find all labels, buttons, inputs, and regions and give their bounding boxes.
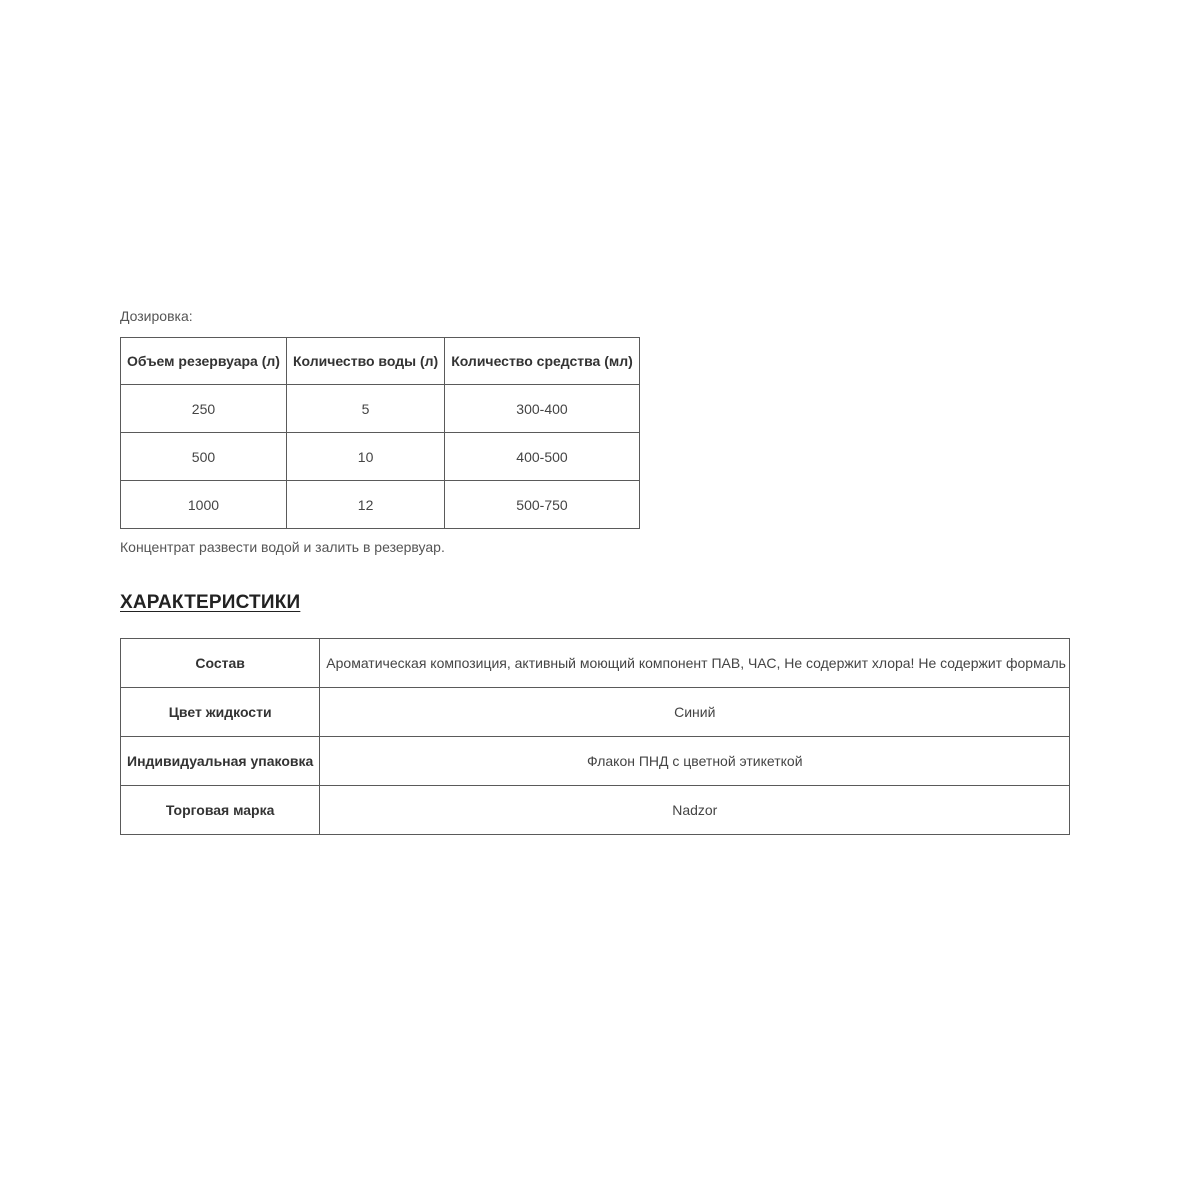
specs-table [120, 638, 1070, 835]
spec-key-packaging: Индивидуальная упаковка [121, 737, 320, 786]
water-amount-cell: 10 [286, 433, 444, 481]
table-row [121, 786, 1070, 835]
spec-key-composition: Состав [121, 639, 320, 688]
table-row [121, 433, 640, 481]
spec-value-liquid-color: Синий [320, 688, 1070, 737]
product-amount-cell: 400-500 [445, 433, 640, 481]
table-row [121, 737, 1070, 786]
table-row [121, 688, 1070, 737]
table-row [121, 481, 640, 529]
dosage-header-row [121, 338, 640, 385]
tank-volume-cell: 250 [121, 385, 287, 433]
spec-key-brand: Торговая марка [121, 786, 320, 835]
spec-key-liquid-color: Цвет жидкости [121, 688, 320, 737]
tank-volume-cell: 500 [121, 433, 287, 481]
dosage-label: Дозировка: [120, 308, 193, 324]
water-amount-cell: 12 [286, 481, 444, 529]
product-amount-cell: 300-400 [445, 385, 640, 433]
dosage-header-product-amount: Количество средства (мл) [445, 338, 640, 385]
tank-volume-cell: 1000 [121, 481, 287, 529]
dosage-note: Концентрат развести водой и залить в резервуар. [120, 539, 445, 555]
specs-title: ХАРАКТЕРИСТИКИ [120, 592, 301, 613]
spec-value-packaging: Флакон ПНД с цветной этикеткой [320, 737, 1070, 786]
table-row [121, 639, 1070, 688]
dosage-table [120, 337, 640, 529]
dosage-header-water-amount: Количество воды (л) [286, 338, 444, 385]
table-row [121, 385, 640, 433]
product-amount-cell: 500-750 [445, 481, 640, 529]
spec-value-composition: Ароматическая композиция, активный моющий компонент ПАВ, ЧАС, Не содержит хлора! Не содержит формаль [320, 639, 1070, 688]
dosage-header-tank-volume: Объем резервуара (л) [121, 338, 287, 385]
spec-value-brand: Nadzor [320, 786, 1070, 835]
water-amount-cell: 5 [286, 385, 444, 433]
